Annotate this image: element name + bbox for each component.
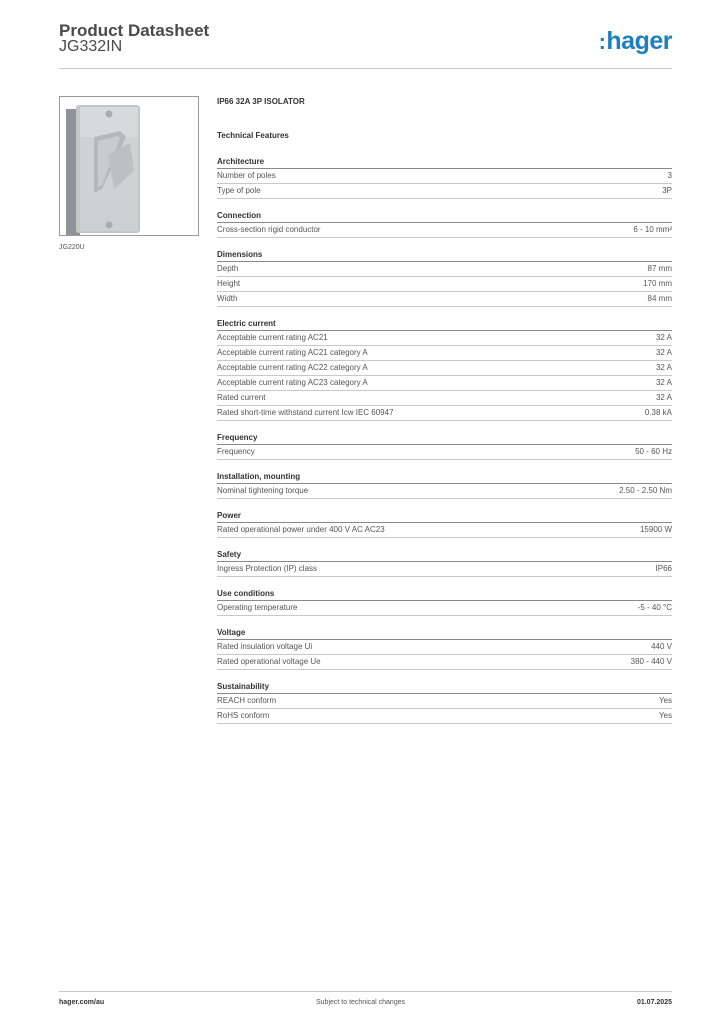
feature-label: Rated operational voltage Ue xyxy=(217,657,321,666)
section xyxy=(217,548,672,577)
feature-value: 84 mm xyxy=(647,294,672,303)
section-title: Frequency xyxy=(217,431,672,445)
feature-label: Acceptable current rating AC21 category A xyxy=(217,348,368,357)
section xyxy=(217,626,672,670)
logo-text: hager xyxy=(606,27,672,55)
section-title: Installation, mounting xyxy=(217,470,672,484)
footer-website: hager.com/au xyxy=(59,999,105,1006)
section-title: Voltage xyxy=(217,626,672,640)
feature-row xyxy=(217,406,672,421)
section-title: Dimensions xyxy=(217,248,672,262)
feature-row xyxy=(217,601,672,616)
feature-label: Rated insulation voltage Ui xyxy=(217,642,313,651)
isolator-illustration xyxy=(60,97,199,236)
feature-value: 0.38 kA xyxy=(644,408,672,417)
feature-row xyxy=(217,523,672,538)
feature-row xyxy=(217,277,672,292)
technical-features-heading: Technical Features xyxy=(217,131,289,140)
section xyxy=(217,248,672,307)
footer-date: 01.07.2025 xyxy=(636,999,672,1006)
feature-label: Width xyxy=(217,294,238,303)
section-title: Architecture xyxy=(217,155,672,169)
feature-value: 3P xyxy=(662,186,672,195)
feature-row xyxy=(217,640,672,655)
feature-row xyxy=(217,445,672,460)
feature-value: 32 A xyxy=(655,378,672,387)
feature-row xyxy=(217,184,672,199)
product-reference: JG332IN xyxy=(59,38,123,55)
section-title: Power xyxy=(217,509,672,523)
feature-row xyxy=(217,709,672,724)
feature-row xyxy=(217,655,672,670)
feature-value: 32 A xyxy=(655,393,672,402)
feature-row xyxy=(217,169,672,184)
feature-row xyxy=(217,262,672,277)
feature-label: REACH conform xyxy=(217,696,277,705)
feature-label: Acceptable current rating AC22 category A xyxy=(217,363,368,372)
feature-label: Rated short-time withstand current Icw IEC 60947 xyxy=(217,408,394,417)
feature-row xyxy=(217,694,672,709)
feature-label: Acceptable current rating AC21 xyxy=(217,333,328,342)
section xyxy=(217,470,672,499)
feature-value: 32 A xyxy=(655,333,672,342)
section xyxy=(217,680,672,724)
feature-value: 6 - 10 mm² xyxy=(633,225,672,234)
feature-row xyxy=(217,376,672,391)
section xyxy=(217,431,672,460)
feature-row xyxy=(217,391,672,406)
feature-label: Rated current xyxy=(217,393,266,402)
section-title: Sustainability xyxy=(217,680,672,694)
feature-label: Ingress Protection (IP) class xyxy=(217,564,318,573)
feature-label: RoHS conform xyxy=(217,711,270,720)
feature-value: 2.50 - 2.50 Nm xyxy=(619,486,672,495)
header-divider xyxy=(59,68,672,69)
feature-label: Cross-section rigid conductor xyxy=(217,225,321,234)
feature-value: -5 - 40 °C xyxy=(637,603,672,612)
section xyxy=(217,317,672,421)
section-title: Safety xyxy=(217,548,672,562)
feature-value: Yes xyxy=(658,711,672,720)
feature-value: 170 mm xyxy=(643,279,672,288)
hager-logo: :hager xyxy=(598,27,672,55)
image-caption: JG220U xyxy=(59,244,85,251)
feature-row xyxy=(217,223,672,238)
datasheet-content xyxy=(217,97,672,734)
feature-value: 380 - 440 V xyxy=(630,657,672,666)
section-title: Electric current xyxy=(217,317,672,331)
section-title: Use conditions xyxy=(217,587,672,601)
page-title: Product Datasheet xyxy=(59,21,210,40)
feature-label: Acceptable current rating AC23 category A xyxy=(217,378,368,387)
feature-label: Type of pole xyxy=(217,186,261,195)
feature-row xyxy=(217,292,672,307)
feature-label: Rated operational power under 400 V AC AC23 xyxy=(217,525,385,534)
feature-row xyxy=(217,346,672,361)
feature-label: Height xyxy=(217,279,241,288)
product-name: IP66 32A 3P ISOLATOR xyxy=(217,97,305,106)
feature-label: Depth xyxy=(217,264,239,273)
feature-row xyxy=(217,484,672,499)
feature-value: 87 mm xyxy=(647,264,672,273)
feature-value: IP66 xyxy=(655,564,672,573)
footer-divider xyxy=(59,991,672,992)
feature-value: Yes xyxy=(658,696,672,705)
section-title: Connection xyxy=(217,209,672,223)
features-sections xyxy=(217,155,672,724)
feature-value: 50 - 60 Hz xyxy=(635,447,672,456)
footer-note: Subject to technical changes xyxy=(316,999,406,1006)
feature-value: 440 V xyxy=(651,642,672,651)
feature-value: 32 A xyxy=(655,363,672,372)
feature-label: Frequency xyxy=(217,447,255,456)
feature-value: 15900 W xyxy=(639,525,672,534)
feature-label: Number of poles xyxy=(217,171,276,180)
feature-value: 3 xyxy=(667,171,672,180)
feature-row xyxy=(217,361,672,376)
section xyxy=(217,509,672,538)
feature-label: Operating temperature xyxy=(217,603,298,612)
section xyxy=(217,209,672,238)
feature-label: Nominal tightening torque xyxy=(217,486,309,495)
feature-row xyxy=(217,331,672,346)
feature-row xyxy=(217,562,672,577)
section xyxy=(217,587,672,616)
product-image xyxy=(59,96,199,236)
section xyxy=(217,155,672,199)
feature-value: 32 A xyxy=(655,348,672,357)
